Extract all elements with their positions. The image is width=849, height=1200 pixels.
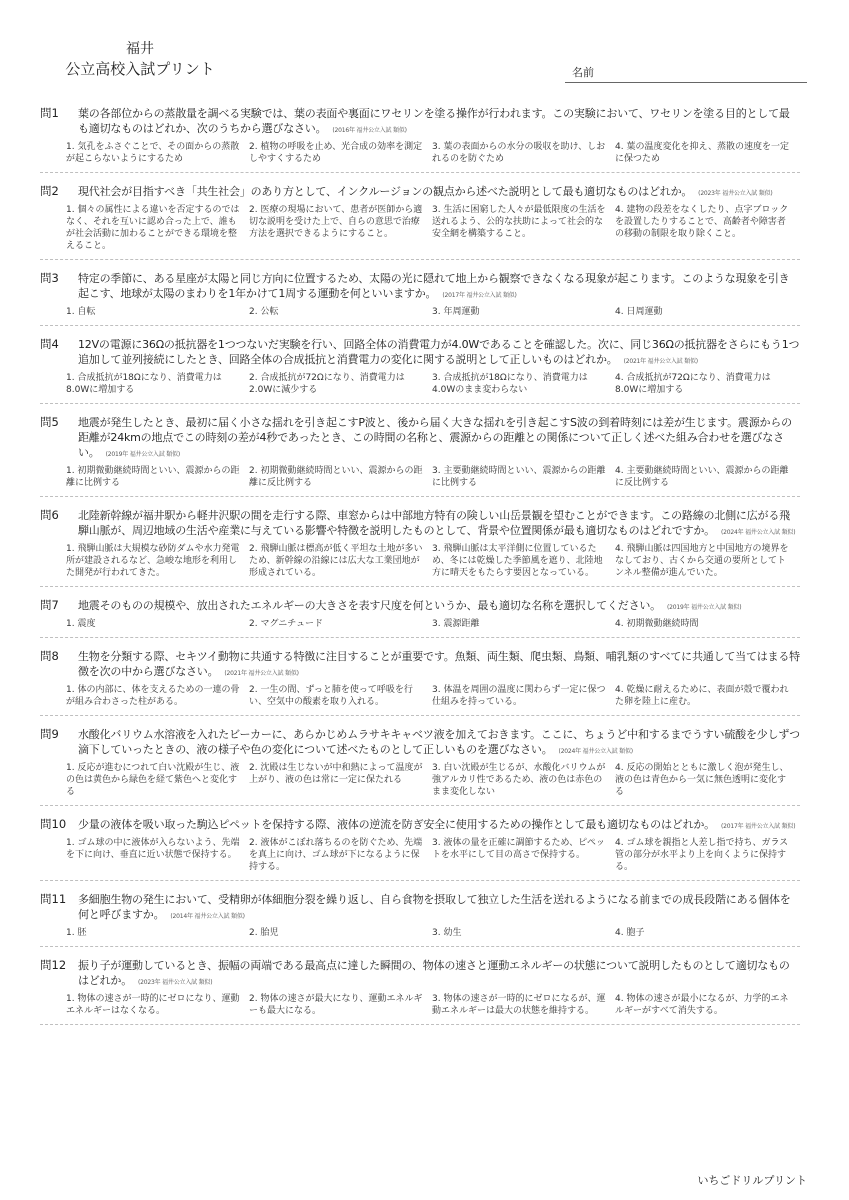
question-source: (2019年 福井公立入試 類似) [105,451,180,458]
question-source: (2017年 福井公立入試 類似) [720,823,796,830]
question-source: (2017年 福井公立入試 類似) [442,292,517,299]
choice-3[interactable]: 3. 主要動継続時間といい、震源からの距離に比例する [432,466,606,488]
choice-2[interactable]: 2. 液体がこぼれ落ちるのを防ぐため、先端を真上に向け、ゴム球が下になるように保持する。 [249,838,423,872]
choice-4[interactable]: 4. 乾燥に耐えるために、表面が殻で覆われた卵を陸上に産む。 [615,685,789,707]
choice-1[interactable]: 1. 合成抵抗が18Ωになり、消費電力は8.0Wに増加する [66,373,222,395]
question-number: 問2 [40,184,59,198]
choice-2[interactable]: 2. 医療の現場において、患者が医師から適切な説明を受けた上で、自らの意思で治療方法を選択できるようにすること。 [249,205,423,239]
choice-row [66,762,800,798]
question-10 [40,813,800,881]
page-header [0,0,849,100]
choice-3[interactable]: 3. 飛騨山脈は太平洋側に位置しているため、冬には乾燥した季節風を遮り、北陸地方に晴天をもたらす要因となっている。 [432,544,603,578]
choice-3[interactable]: 3. 生活に困窮した人々が最低限度の生活を送れるよう、公的な扶助によって社会的な安全網を構築すること。 [432,205,606,239]
question-number: 問5 [40,415,59,429]
question-text: 12Vの電源に36Ωの抵抗器を1つつないだ実験を行い、回路全体の消費電力が4.0Wであることを確認した。次に、同じ36Ωの抵抗器をさらにもう1つ追加して並列接続にしたとき、回路全体の合成抵抗と消費電力の変化に関する説明として正しいものはどれか。 (2021年 福井公立入試 類似) [78,338,800,366]
choice-1[interactable]: 1. 自転 [66,307,96,317]
choice-1[interactable]: 1. 飛騨山脈は大規模な砂防ダムや水力発電所が建設されるなど、急峻な地形を利用した開発が行われてきた。 [66,544,240,578]
choice-4[interactable]: 4. 反応の開始とともに激しく泡が発生し、液の色は青色から一気に無色透明に変化する [615,763,789,797]
question-source: (2023年 福井公立入試 類似) [138,979,213,986]
choice-3[interactable]: 3. 体温を周囲の温度に関わらず一定に保つ仕組みを持っている。 [432,685,606,707]
question-text: 振り子が運動しているとき、振幅の両端である最高点に達した瞬間の、物体の速さと運動エネルギーの状態について説明したものとして適切なものはどれか。 (2023年 福井公立入試 類似) [78,959,790,987]
choice-row [66,837,800,873]
choice-1[interactable]: 1. ゴム球の中に液体が入らないよう、先端を下に向け、垂直に近い状態で保持する。 [66,838,240,860]
question-12 [40,954,800,1025]
question-source: (2019年 福井公立入試 類似) [666,604,742,611]
footer-brand: いちごドリルプリント [697,1174,807,1187]
choice-row [66,927,800,939]
question-text: 生物を分類する際、セキツイ動物に共通する特徴に注目することが重要です。魚類、両生類、爬虫類、鳥類、哺乳類のすべてに共通して当てはまる特徴を次の中から選びなさい。 (2021年 福井公立入試 類似) [78,650,800,678]
question-source: (2021年 福井公立入試 類似) [224,670,299,677]
choice-3[interactable]: 3. 葉の表面からの水分の吸収を助け、しおれるのを防ぐため [432,142,606,164]
question-number: 問3 [40,271,59,285]
question-3 [40,267,800,326]
choice-2[interactable]: 2. 合成抵抗が72Ωになり、消費電力は2.0Wに減少する [249,373,405,395]
question-text: 特定の季節に、ある星座が太陽と同じ方向に位置するため、太陽の光に隠れて地上から観察できなくなる現象が起こります。このような現象を引き起こす、地球が太陽のまわりを1年かけて1周する運動を何といいますか。 (2017年 福井公立入試 類似) [78,272,790,300]
choice-4[interactable]: 4. 葉の温度変化を抑え、蒸散の速度を一定に保つため [615,142,789,164]
question-source: (2024年 福井公立入試 類似) [558,748,633,755]
question-8 [40,645,800,716]
question-text: 地震そのものの規模や、放出されたエネルギーの大きさを表す尺度を何というか、最も適切な名称を選択してください。 (2019年 福井公立入試 類似) [78,599,742,612]
choice-1[interactable]: 1. 気孔をふさぐことで、その面からの蒸散が起こらないようにするため [66,142,240,164]
choice-1[interactable]: 1. 体の内部に、体を支えるための一連の骨が組み合わさった柱がある。 [66,685,240,707]
page-title: 公立高校入試プリント [65,60,215,78]
question-source: (2024年 福井公立入試 類似) [720,529,796,536]
choice-4[interactable]: 4. 飛騨山脈は四国地方と中国地方の境界をなしており、古くから交通の要所としてトンネル整備が進んでいた。 [615,544,789,578]
choice-4[interactable]: 4. 物体の速さが最小になるが、力学的エネルギーがすべて消失する。 [615,994,789,1016]
choice-4[interactable]: 4. 初期微動継続時間 [615,619,699,629]
choice-3[interactable]: 3. 物体の速さが一時的にゼロになるが、運動エネルギーは最大の状態を維持する。 [432,994,606,1016]
choice-4[interactable]: 4. ゴム球を親指と人差し指で持ち、ガラス管の部分が水平より上を向くように保持する。 [615,838,789,872]
choice-row [66,465,800,489]
question-source: (2016年 福井公立入試 類似) [332,127,407,134]
choice-row [66,993,800,1017]
question-text: 地震が発生したとき、最初に届く小さな揺れを引き起こすP波と、後から届く大きな揺れを引き起こすS波の到着時刻には差が生じます。震源からの距離が24kmの地点でこの時刻の差が4秒であったとき、この時間の名称と、震源からの距離との関係について正しく述べた組み合わせを選びなさい。 (2019年 福井公立入試 類似) [78,416,792,459]
question-number: 問9 [40,727,59,741]
choice-2[interactable]: 2. 胎児 [249,928,279,938]
question-6 [40,504,800,587]
choice-3[interactable]: 3. 白い沈殿が生じるが、水酸化バリウムが強アルカリ性であるため、液の色は赤色のまま変化しない [432,763,606,797]
choice-1[interactable]: 1. 初期微動継続時間といい、震源からの距離に比例する [66,466,240,488]
choice-row [66,684,800,708]
question-7 [40,594,800,638]
choice-3[interactable]: 3. 年周運動 [432,307,480,317]
choice-row [66,141,800,165]
choice-2[interactable]: 2. 飛騨山脈は標高が低く平坦な土地が多いため、新幹線の沿線には広大な工業団地が形成されている。 [249,544,423,578]
name-label: 名前 [572,66,594,79]
choice-1[interactable]: 1. 個々の属性による違いを否定するのではなく、それを互いに認め合った上で、誰もが社会活動に加わることができる環境を整えること。 [66,205,240,251]
choice-row [66,306,800,318]
question-1 [40,102,800,173]
question-11 [40,888,800,947]
choice-4[interactable]: 4. 建物の段差をなくしたり、点字ブロックを設置したりすることで、高齢者や障害者の移動の制限を取り除くこと。 [615,205,789,239]
question-text: 葉の各部位からの蒸散量を調べる実験では、葉の表面や裏面にワセリンを塗る操作が行われます。この実験において、ワセリンを塗る目的として最も適切なものはどれか、次のうちから選びなさい。 (2016年 福井公立入試 類似) [78,107,790,135]
question-source: (2014年 福井公立入試 類似) [170,913,245,920]
choice-2[interactable]: 2. 公転 [249,307,279,317]
choice-1[interactable]: 1. 胚 [66,928,87,938]
choice-3[interactable]: 3. 幼生 [432,928,462,938]
choice-2[interactable]: 2. 初期微動継続時間といい、震源からの距離に反比例する [249,466,423,488]
question-number: 問10 [40,817,67,831]
choice-4[interactable]: 4. 日周運動 [615,307,663,317]
name-field-line[interactable] [565,82,807,83]
question-number: 問8 [40,649,59,663]
choice-2[interactable]: 2. 物体の速さが最大になり、運動エネルギーも最大になる。 [249,994,423,1016]
choice-4[interactable]: 4. 主要動継続時間といい、震源からの距離に反比例する [615,466,789,488]
question-number: 問1 [40,106,59,120]
question-number: 問6 [40,508,59,522]
choice-1[interactable]: 1. 物体の速さが一時的にゼロになり、運動エネルギーはなくなる。 [66,994,240,1016]
choice-row [66,372,800,396]
choice-row [66,204,800,252]
choice-4[interactable]: 4. 胞子 [615,928,645,938]
choice-3[interactable]: 3. 液体の量を正確に調節するため、ピペットを水平にして目の高さで保持する。 [432,838,605,860]
choice-2[interactable]: 2. 植物の呼吸を止め、光合成の効率を測定しやすくするため [249,142,423,164]
question-2 [40,180,800,260]
question-number: 問12 [40,958,67,972]
choice-row [66,543,800,579]
question-text: 水酸化バリウム水溶液を入れたビーカーに、あらかじめムラサキキャベツ液を加えておきます。ここに、ちょうど中和するまでうすい硫酸を少しずつ滴下していったときの、液の様子や色の変化について述べたものとして正しいものを選びなさい。 (2024年 福井公立入試 類似) [78,728,800,756]
question-text: 少量の液体を吸い取った駒込ピペットを保持する際、液体の逆流を防ぎ安全に使用するための操作として最も適切なものはどれか。 (2017年 福井公立入試 類似) [78,818,796,831]
choice-1[interactable]: 1. 震度 [66,619,96,629]
choice-2[interactable]: 2. マグニチュード [249,619,323,629]
question-number: 問7 [40,598,59,612]
choice-1[interactable]: 1. 反応が進むにつれて白い沈殿が生じ、液の色は黄色から緑色を経て紫色へと変化する [66,763,240,797]
question-text: 多細胞生物の発生において、受精卵が体細胞分裂を繰り返し、自ら食物を摂取して独立した生活を送れるようになる前までの成長段階にある個体を何と呼びますか。 (2014年 福井公立入試 類似) [78,893,791,921]
question-number: 問11 [40,892,67,906]
question-text: 現代社会が目指すべき「共生社会」のあり方として、インクルージョンの観点から述べた説明として最も適切なものはどれか。 (2023年 福井公立入試 類似) [78,185,773,198]
title-prefecture: 福井 [126,41,154,57]
question-9 [40,723,800,806]
question-4 [40,333,800,404]
question-text: 北陸新幹線が福井駅から軽井沢駅の間を走行する際、車窓からは中部地方特有の険しい山岳景観を望むことができます。この路線の北側に広がる飛騨山脈が、周辺地域の生活や産業に与えている影響や特徴を説明したものとして、背景や位置関係が最も適切なものはどれですか。 (2024年 福井公立入試 類似) [78,509,796,537]
choice-4[interactable]: 4. 合成抵抗が72Ωになり、消費電力は8.0Wに増加する [615,373,771,395]
question-5 [40,411,800,497]
question-list [40,102,800,1032]
choice-2[interactable]: 2. 一生の間、ずっと肺を使って呼吸を行い、空気中の酸素を取り入れる。 [249,685,413,707]
question-source: (2021年 福井公立入試 類似) [623,358,698,365]
choice-3[interactable]: 3. 震源距離 [432,619,480,629]
choice-3[interactable]: 3. 合成抵抗が18Ωになり、消費電力は4.0Wのまま変わらない [432,373,588,395]
question-number: 問4 [40,337,59,351]
choice-2[interactable]: 2. 沈殿は生じないが中和熱によって温度が上がり、液の色は常に一定に保たれる [249,763,423,785]
question-source: (2023年 福井公立入試 類似) [698,190,773,197]
choice-row [66,618,800,630]
